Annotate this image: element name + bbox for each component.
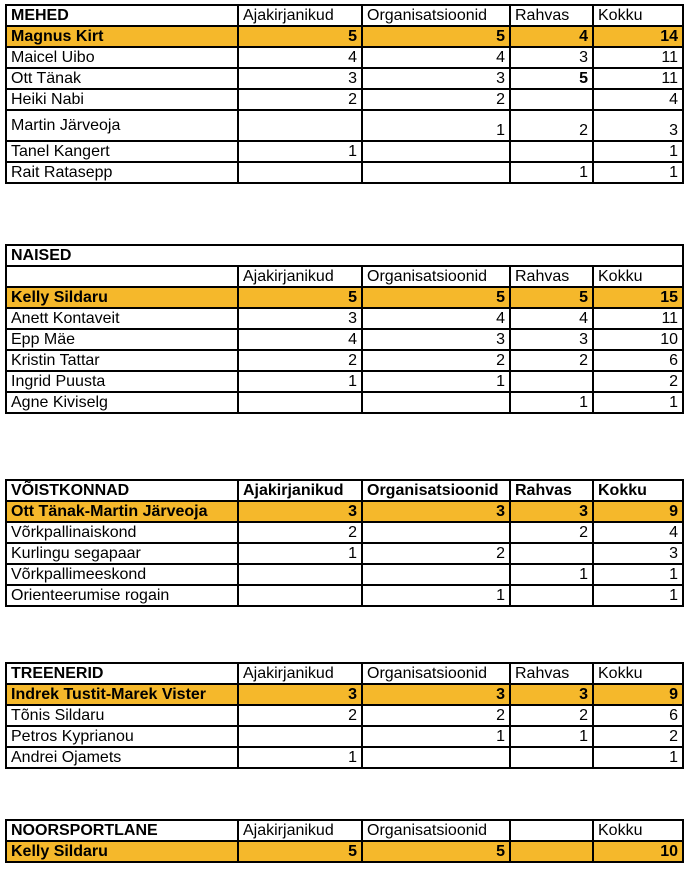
table-row (6, 371, 683, 392)
row-name: Magnus Kirt (6, 26, 238, 47)
cell-kokku: 15 (593, 287, 683, 308)
row-name: Maicel Uibo (6, 47, 238, 68)
cell-rahvas: 2 (510, 350, 593, 371)
cell-kokku: 2 (593, 371, 683, 392)
cell-ajakirjanikud: 4 (238, 47, 362, 68)
cell-kokku: 3 (593, 110, 683, 141)
cell-organisatsioonid (362, 747, 510, 768)
column-header-kokku: Kokku (593, 266, 683, 287)
section-header-row (6, 663, 683, 684)
column-header-ajakirjanikud: Ajakirjanikud (238, 820, 362, 841)
cell-ajakirjanikud: 3 (238, 501, 362, 522)
section-title: NAISED (6, 245, 683, 266)
cell-rahvas (510, 89, 593, 110)
section-title: MEHED (6, 5, 238, 26)
cell-rahvas: 1 (510, 564, 593, 585)
table-row (6, 308, 683, 329)
cell-kokku: 6 (593, 705, 683, 726)
column-header-rahvas: Rahvas (510, 663, 593, 684)
table-row (6, 68, 683, 89)
cell-rahvas: 2 (510, 110, 593, 141)
row-name: Rait Ratasepp (6, 162, 238, 183)
cell-ajakirjanikud: 3 (238, 684, 362, 705)
cell-rahvas: 2 (510, 522, 593, 543)
section-title: VÕISTKONNAD (6, 480, 238, 501)
cell-ajakirjanikud: 5 (238, 841, 362, 862)
cell-ajakirjanikud: 4 (238, 329, 362, 350)
table-row (6, 47, 683, 68)
table-row (6, 110, 683, 141)
cell-organisatsioonid: 5 (362, 287, 510, 308)
row-name: Tanel Kangert (6, 141, 238, 162)
cell-rahvas: 5 (510, 287, 593, 308)
section-table-naised (5, 244, 684, 414)
cell-ajakirjanikud: 3 (238, 68, 362, 89)
column-header-rahvas-blank (510, 820, 593, 841)
cell-kokku: 4 (593, 89, 683, 110)
table-row (6, 564, 683, 585)
table-row (6, 392, 683, 413)
row-name: Orienteerumise rogain (6, 585, 238, 606)
cell-rahvas: 2 (510, 705, 593, 726)
cell-kokku: 4 (593, 522, 683, 543)
cell-kokku: 1 (593, 162, 683, 183)
cell-organisatsioonid: 3 (362, 329, 510, 350)
cell-kokku: 1 (593, 141, 683, 162)
table-row (6, 89, 683, 110)
cell-organisatsioonid: 5 (362, 841, 510, 862)
cell-organisatsioonid: 2 (362, 705, 510, 726)
section-title: TREENERID (6, 663, 238, 684)
cell-organisatsioonid: 4 (362, 308, 510, 329)
table-row (6, 726, 683, 747)
header-blank-cell (6, 266, 238, 287)
cell-kokku: 11 (593, 68, 683, 89)
cell-rahvas: 1 (510, 392, 593, 413)
cell-rahvas: 4 (510, 308, 593, 329)
cell-kokku: 1 (593, 392, 683, 413)
cell-ajakirjanikud: 1 (238, 747, 362, 768)
cell-rahvas (510, 141, 593, 162)
cell-kokku: 1 (593, 585, 683, 606)
cell-ajakirjanikud: 2 (238, 350, 362, 371)
cell-rahvas: 1 (510, 726, 593, 747)
cell-rahvas: 5 (510, 68, 593, 89)
cell-ajakirjanikud (238, 110, 362, 141)
section-title-row (6, 245, 683, 266)
column-header-organisatsioonid: Organisatsioonid (362, 5, 510, 26)
section-table-treenerid (5, 662, 684, 769)
cell-organisatsioonid (362, 522, 510, 543)
cell-kokku: 10 (593, 329, 683, 350)
table-row-winner (6, 841, 683, 862)
table-row (6, 329, 683, 350)
cell-kokku: 9 (593, 684, 683, 705)
column-header-organisatsioonid: Organisatsioonid (362, 480, 510, 501)
cell-organisatsioonid: 5 (362, 26, 510, 47)
table-row-winner (6, 501, 683, 522)
row-name: Ott Tänak-Martin Järveoja (6, 501, 238, 522)
table-row (6, 585, 683, 606)
row-name: Kelly Sildaru (6, 287, 238, 308)
section-header-row (6, 5, 683, 26)
cell-ajakirjanikud: 3 (238, 308, 362, 329)
section-title: NOORSPORTLANE (6, 820, 238, 841)
cell-kokku: 2 (593, 726, 683, 747)
column-header-rahvas: Rahvas (510, 5, 593, 26)
row-name: Ingrid Puusta (6, 371, 238, 392)
cell-rahvas (510, 841, 593, 862)
cell-ajakirjanikud: 2 (238, 705, 362, 726)
table-row (6, 350, 683, 371)
cell-ajakirjanikud: 5 (238, 26, 362, 47)
cell-kokku: 3 (593, 543, 683, 564)
cell-rahvas: 3 (510, 684, 593, 705)
cell-organisatsioonid: 2 (362, 543, 510, 564)
column-header-ajakirjanikud: Ajakirjanikud (238, 663, 362, 684)
cell-organisatsioonid: 1 (362, 371, 510, 392)
row-name: Tõnis Sildaru (6, 705, 238, 726)
table-row-winner (6, 26, 683, 47)
row-name: Kurlingu segapaar (6, 543, 238, 564)
column-header-kokku: Kokku (593, 820, 683, 841)
cell-kokku: 11 (593, 308, 683, 329)
cell-ajakirjanikud (238, 564, 362, 585)
column-header-kokku: Kokku (593, 480, 683, 501)
cell-rahvas: 1 (510, 162, 593, 183)
table-row (6, 705, 683, 726)
cell-organisatsioonid (362, 564, 510, 585)
cell-organisatsioonid (362, 162, 510, 183)
row-name: Agne Kiviselg (6, 392, 238, 413)
cell-ajakirjanikud: 1 (238, 543, 362, 564)
cell-ajakirjanikud: 2 (238, 522, 362, 543)
table-row (6, 162, 683, 183)
cell-organisatsioonid (362, 392, 510, 413)
column-header-ajakirjanikud: Ajakirjanikud (238, 266, 362, 287)
row-name: Epp Mäe (6, 329, 238, 350)
cell-organisatsioonid (362, 141, 510, 162)
cell-organisatsioonid: 2 (362, 89, 510, 110)
cell-rahvas: 4 (510, 26, 593, 47)
row-name: Ott Tänak (6, 68, 238, 89)
cell-rahvas (510, 585, 593, 606)
cell-ajakirjanikud: 1 (238, 371, 362, 392)
cell-organisatsioonid: 3 (362, 684, 510, 705)
section-table-voistkonnad (5, 479, 684, 607)
row-name: Kristin Tattar (6, 350, 238, 371)
cell-rahvas: 3 (510, 329, 593, 350)
section-header-row (6, 266, 683, 287)
column-header-organisatsioonid: Organisatsioonid (362, 266, 510, 287)
row-name: Petros Kyprianou (6, 726, 238, 747)
cell-kokku: 10 (593, 841, 683, 862)
cell-kokku: 11 (593, 47, 683, 68)
cell-kokku: 14 (593, 26, 683, 47)
cell-ajakirjanikud (238, 162, 362, 183)
row-name: Andrei Ojamets (6, 747, 238, 768)
table-row (6, 747, 683, 768)
column-header-ajakirjanikud: Ajakirjanikud (238, 480, 362, 501)
cell-ajakirjanikud (238, 392, 362, 413)
column-header-rahvas: Rahvas (510, 480, 593, 501)
cell-organisatsioonid: 1 (362, 110, 510, 141)
cell-ajakirjanikud: 1 (238, 141, 362, 162)
row-name: Kelly Sildaru (6, 841, 238, 862)
section-header-row (6, 820, 683, 841)
table-row-winner (6, 684, 683, 705)
cell-organisatsioonid: 4 (362, 47, 510, 68)
table-row (6, 522, 683, 543)
cell-rahvas (510, 543, 593, 564)
section-table-noorsportlane (5, 819, 684, 863)
cell-ajakirjanikud: 5 (238, 287, 362, 308)
row-name: Indrek Tustit-Marek Vister (6, 684, 238, 705)
cell-kokku: 1 (593, 747, 683, 768)
row-name: Võrkpallinaiskond (6, 522, 238, 543)
cell-organisatsioonid: 3 (362, 68, 510, 89)
row-name: Anett Kontaveit (6, 308, 238, 329)
column-header-organisatsioonid: Organisatsioonid (362, 820, 510, 841)
cell-rahvas (510, 371, 593, 392)
cell-kokku: 9 (593, 501, 683, 522)
cell-ajakirjanikud (238, 726, 362, 747)
cell-organisatsioonid: 1 (362, 585, 510, 606)
column-header-organisatsioonid: Organisatsioonid (362, 663, 510, 684)
row-name: Heiki Nabi (6, 89, 238, 110)
column-header-kokku: Kokku (593, 5, 683, 26)
cell-ajakirjanikud: 2 (238, 89, 362, 110)
section-header-row (6, 480, 683, 501)
cell-kokku: 6 (593, 350, 683, 371)
table-row (6, 141, 683, 162)
table-row (6, 543, 683, 564)
table-row-winner (6, 287, 683, 308)
section-table-mehed (5, 4, 684, 184)
cell-organisatsioonid: 3 (362, 501, 510, 522)
column-header-kokku: Kokku (593, 663, 683, 684)
cell-rahvas: 3 (510, 501, 593, 522)
cell-rahvas: 3 (510, 47, 593, 68)
cell-ajakirjanikud (238, 585, 362, 606)
column-header-rahvas: Rahvas (510, 266, 593, 287)
cell-kokku: 1 (593, 564, 683, 585)
cell-organisatsioonid: 1 (362, 726, 510, 747)
cell-organisatsioonid: 2 (362, 350, 510, 371)
cell-rahvas (510, 747, 593, 768)
column-header-ajakirjanikud: Ajakirjanikud (238, 5, 362, 26)
row-name: Martin Järveoja (6, 110, 238, 141)
row-name: Võrkpallimeeskond (6, 564, 238, 585)
